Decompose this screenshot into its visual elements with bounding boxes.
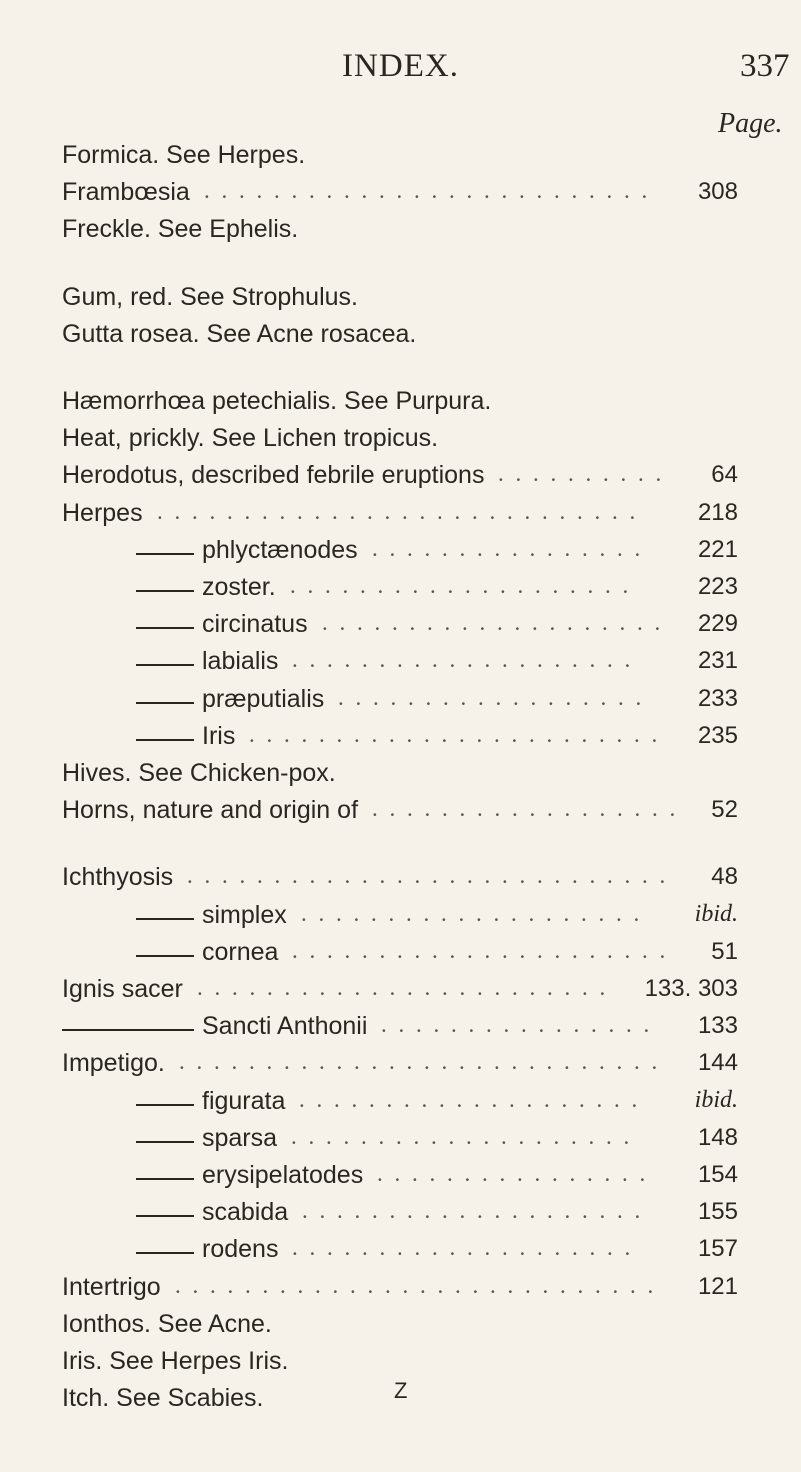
index-entry [0,495,801,535]
leader-dots: . . . . . . . . . . . . . . . . . . . . . . . . [197,975,609,1000]
entry-term: cornea [202,938,279,966]
index-subentry [0,1083,801,1123]
leader-dots: . . . . . . . . . . . . . . . . . . . . [301,901,643,926]
index-entry [0,316,801,356]
entry-term: Iris [202,722,236,750]
index-entry [0,420,801,460]
leader-dots: . . . . . . . . . . . . . . . . . . . . [302,1198,644,1223]
entry-term: Hives. See Chicken-pox. [62,759,336,787]
entry-term: Frambœsia [62,178,190,206]
ditto-rule [136,955,194,957]
index-subentry [0,1120,801,1160]
index-entry [0,859,801,899]
ditto-rule [136,1215,194,1217]
page-reference: 308 [697,178,738,205]
signature-mark: Z [394,1378,408,1403]
entry-term: rodens [202,1235,279,1263]
entry-term: Formica. See Herpes. [62,141,306,169]
index-entry [0,383,801,423]
index-entry [0,755,801,795]
index-subentry [0,643,801,683]
entry-term: Freckle. See Ephelis. [62,215,299,243]
entry-term: Sancti Anthonii [202,1012,368,1040]
leader-dots: . . . . . . . . . . . . . . . . . . . . . . . . . . [204,178,651,203]
ditto-rule [136,1104,194,1106]
page-reference: 233 [697,685,738,712]
entry-term: Herpes [62,499,143,527]
page-reference: 148 [697,1124,738,1151]
entry-term: labialis [202,647,279,675]
leader-dots: . . . . . . . . . . . . . . . . . . . . [322,610,664,635]
page-reference: 64 [711,461,738,488]
leader-dots: . . . . . . . . . . [498,461,665,486]
entry-term: zoster. [202,573,276,601]
ditto-rule [136,627,194,629]
entry-term: Horns, nature and origin of [62,796,359,824]
page-reference: 51 [711,938,738,965]
index-entry [0,279,801,319]
entry-term: simplex [202,901,287,929]
page-reference: 48 [711,863,738,890]
page-reference: 235 [697,722,738,749]
entry-term: Hæmorrhœa petechialis. See Purpura. [62,387,492,415]
ditto-rule [136,553,194,555]
index-entry [0,1306,801,1346]
page-column-label: Page. [718,108,783,139]
page-reference: 154 [697,1161,738,1188]
ditto-rule [136,1252,194,1254]
leader-dots: . . . . . . . . . . . . . . . . . . . . [290,573,632,598]
page-reference: 133 [697,1012,738,1039]
page-reference: 229 [697,610,738,637]
index-subentry [0,1194,801,1234]
index-entry [0,971,801,1011]
page-reference: 218 [697,499,738,526]
index-subentry [0,569,801,609]
entry-term: Itch. See Scabies. [62,1384,264,1412]
entry-term: phlyctænodes [202,536,358,564]
ditto-rule [136,590,194,592]
ditto-rule [136,664,194,666]
leader-dots: . . . . . . . . . . . . . . . . [372,536,644,561]
page-reference: 133. 303 [644,975,738,1002]
leader-dots: . . . . . . . . . . . . . . . . . . . . . . [292,938,669,963]
leader-dots: . . . . . . . . . . . . . . . . . . . . [291,1124,633,1149]
entry-term: figurata [202,1087,286,1115]
ditto-rule [136,1178,194,1180]
entry-term: Ionthos. See Acne. [62,1310,272,1338]
leader-dots: . . . . . . . . . . . . . . . . . . . . . . . . . . . . [175,1273,657,1298]
leader-dots: . . . . . . . . . . . . . . . . . . . . . . . . . . . . [157,499,639,524]
page-reference: 221 [697,536,738,563]
index-entry [0,137,801,177]
entry-term: Impetigo. [62,1049,165,1077]
ditto-rule [136,918,194,920]
leader-dots: . . . . . . . . . . . . . . . . . . . . [299,1087,641,1112]
running-head-page-number: 337 [740,48,790,84]
index-entry [0,174,801,214]
leader-dots: . . . . . . . . . . . . . . . . . . . . [292,647,634,672]
index-entry [0,792,801,832]
page-reference: 52 [711,796,738,823]
page-reference: 231 [697,647,738,674]
index-subentry [0,897,801,937]
page-reference: ibid. [694,901,738,927]
index-entry [0,211,801,251]
entry-term: Herodotus, described febrile eruptions [62,461,485,489]
page-reference: 155 [697,1198,738,1225]
page-reference: ibid. [694,1087,738,1113]
entry-term: Gutta rosea. See Acne rosacea. [62,320,417,348]
page-reference: 121 [697,1273,738,1300]
index-subentry [0,532,801,572]
index-subentry [0,1231,801,1271]
index-entry [0,1343,801,1383]
leader-dots: . . . . . . . . . . . . . . . . . . . . [292,1235,634,1260]
entry-term: sparsa [202,1124,278,1152]
index-subentry [0,606,801,646]
running-head-title: INDEX. [342,48,459,84]
page-reference: 144 [697,1049,738,1076]
entry-term: Intertrigo [62,1273,161,1301]
index-subentry [0,718,801,758]
ditto-rule [62,1029,194,1031]
index-entry [0,1269,801,1309]
entry-term: Heat, prickly. See Lichen tropicus. [62,424,439,452]
entry-term: Iris. See Herpes Iris. [62,1347,289,1375]
entry-term: Ignis sacer [62,975,183,1003]
index-entry [0,457,801,497]
index-subentry [0,1157,801,1197]
index-subentry [0,681,801,721]
leader-dots: . . . . . . . . . . . . . . . . . . . . . . . . [249,722,661,747]
page-reference: 223 [697,573,738,600]
index-subentry [0,1008,801,1048]
entry-term: Gum, red. See Strophulus. [62,283,358,311]
entry-term: præputialis [202,685,325,713]
ditto-rule [136,1141,194,1143]
ditto-rule [136,702,194,704]
leader-dots: . . . . . . . . . . . . . . . . . . . . . . . . . . . . [187,863,669,888]
index-entry [0,1045,801,1085]
index-subentry [0,934,801,974]
ditto-rule [136,739,194,741]
leader-dots: . . . . . . . . . . . . . . . . . . [338,685,645,710]
leader-dots: . . . . . . . . . . . . . . . . [377,1161,649,1186]
leader-dots: . . . . . . . . . . . . . . . . [381,1012,653,1037]
entry-term: circinatus [202,610,308,638]
leader-dots: . . . . . . . . . . . . . . . . . . . . . . . . . . . . [179,1049,661,1074]
leader-dots: . . . . . . . . . . . . . . . . . . [372,796,679,821]
entry-term: erysipelatodes [202,1161,364,1189]
entry-term: scabida [202,1198,289,1226]
entry-term: Ichthyosis [62,863,174,891]
page-reference: 157 [697,1235,738,1262]
